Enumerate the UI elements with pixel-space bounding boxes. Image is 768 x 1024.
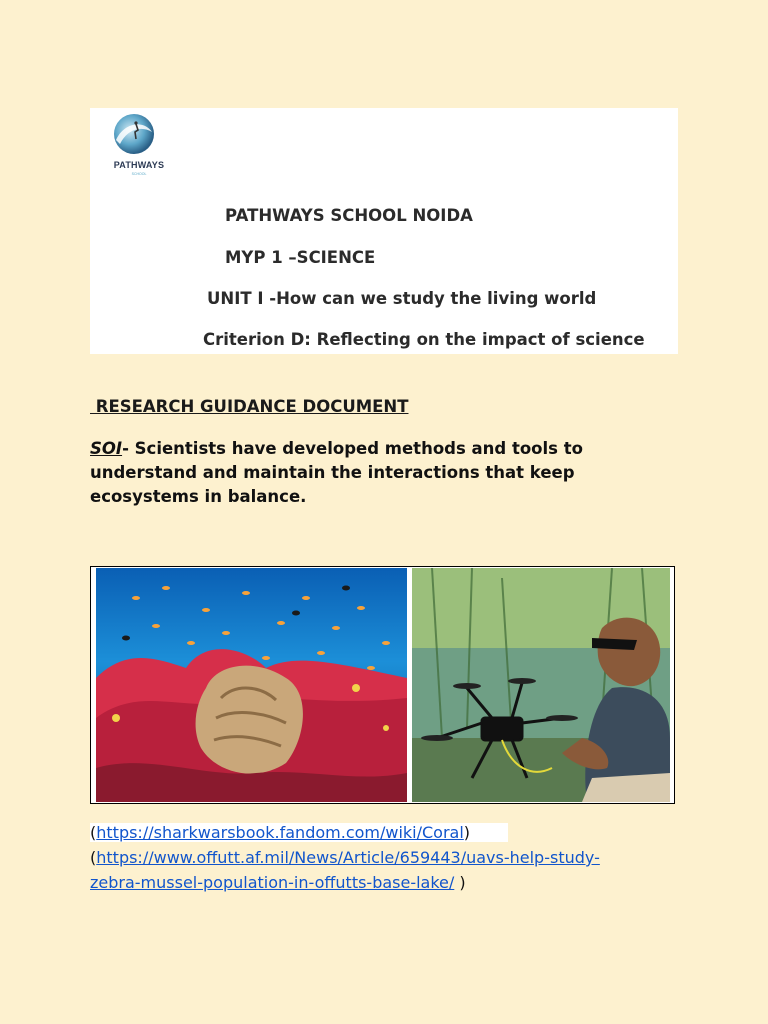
unit-title: UNIT I -How can we study the living world xyxy=(207,289,597,308)
source-link-coral[interactable]: https://sharkwarsbook.fandom.com/wiki/Coral xyxy=(96,823,464,842)
header-box xyxy=(90,108,678,354)
criterion-title: Criterion D: Reflecting on the impact of science xyxy=(203,330,645,349)
document-title: RESEARCH GUIDANCE DOCUMENT xyxy=(90,397,409,416)
sources xyxy=(90,820,600,895)
close-paren: ) xyxy=(463,823,471,842)
close-paren: ) xyxy=(454,873,466,892)
source-link-uavs-part1[interactable]: https://www.offutt.af.mil/News/Article/659443/uavs-help-study- xyxy=(96,848,600,867)
coral-reef-photo xyxy=(96,568,407,802)
source-line-3 xyxy=(90,870,600,895)
source-line-2 xyxy=(90,845,600,870)
drone-research-photo xyxy=(412,568,670,802)
open-paren: ( xyxy=(90,823,97,842)
open-paren: ( xyxy=(90,848,97,867)
statement-of-inquiry xyxy=(90,437,650,509)
school-logo xyxy=(96,114,170,188)
logo-wordmark: PATHWAYS xyxy=(113,160,165,170)
logo-subtext: SCHOOL xyxy=(131,172,147,176)
school-name: PATHWAYS SCHOOL NOIDA xyxy=(225,206,473,225)
soi-text: - Scientists have developed methods and tools to understand and maintain the interactions that keep ecosystems in balance. xyxy=(90,439,583,506)
photo-panel xyxy=(90,566,675,804)
surfer-globe-icon xyxy=(96,114,170,188)
source-link-uavs-part2[interactable]: zebra-mussel-population-in-offutts-base-lake/ xyxy=(90,873,455,892)
soi-label: SOI xyxy=(90,439,123,458)
programme-title: MYP 1 –SCIENCE xyxy=(225,248,376,267)
source-line-1 xyxy=(90,820,600,845)
